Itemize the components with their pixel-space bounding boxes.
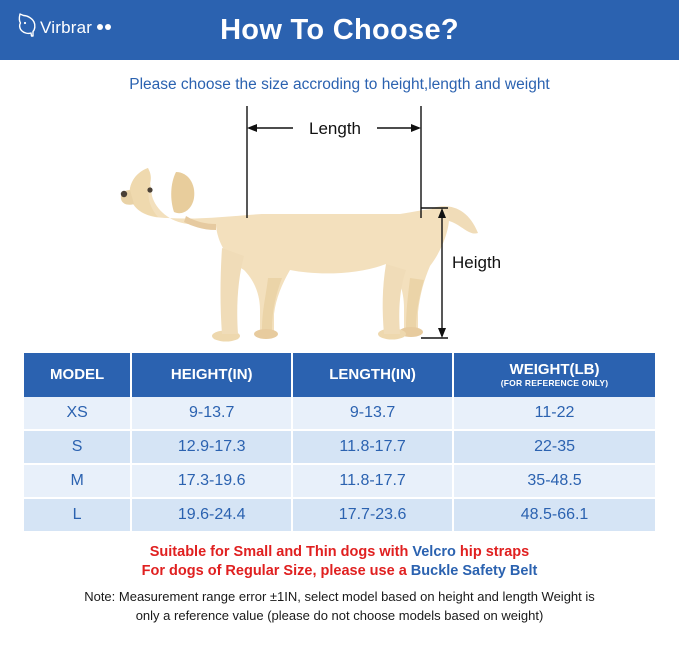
cell-length: 9-13.7: [292, 397, 453, 430]
cell-weight: 35-48.5: [453, 464, 655, 498]
brand-dots-icon: [95, 17, 111, 35]
header-weight: [453, 353, 655, 397]
cell-weight: 11-22: [453, 397, 655, 430]
page-title: How To Choose?: [220, 13, 459, 46]
illustration-svg: [0, 98, 679, 353]
table-row: [24, 397, 655, 430]
cell-weight: 48.5-66.1: [453, 498, 655, 532]
table-row: [24, 498, 655, 532]
header-length-label: LENGTH(IN): [329, 365, 416, 383]
size-table: [24, 353, 655, 533]
table-header-row: [24, 353, 655, 397]
note-2-part-a: For dogs of Regular Size, please use a: [141, 563, 411, 580]
cell-length: 11.8-17.7: [292, 464, 453, 498]
dog-figure: [121, 168, 478, 342]
cell-model: L: [24, 498, 131, 532]
header-model-label: MODEL: [50, 365, 105, 383]
note-1-velcro: Velcro: [412, 543, 456, 560]
cell-length: 11.8-17.7: [292, 430, 453, 464]
note-2-buckle: Buckle Safety Belt: [410, 563, 538, 580]
size-table-wrapper: [0, 353, 679, 533]
cell-model: M: [24, 464, 131, 498]
note-line-2: [20, 562, 659, 582]
note-line-3: Note: Measurement range error ±1IN, select model based on height and length Weight is: [84, 588, 595, 604]
cell-weight: 22-35: [453, 430, 655, 464]
note-1-part-a: Suitable for Small and Thin dogs with: [149, 543, 413, 560]
cell-height: 17.3-19.6: [131, 464, 292, 498]
footer-notes: [0, 533, 679, 626]
table-row: [24, 464, 655, 498]
cell-height: 12.9-17.3: [131, 430, 292, 464]
cell-height: 19.6-24.4: [131, 498, 292, 532]
header-weight-label: WEIGHT(LB): [509, 361, 600, 378]
brand-name: Virbrar: [40, 18, 93, 37]
header-model: [24, 353, 131, 397]
height-label: Heigth: [452, 253, 502, 272]
cell-model: XS: [24, 397, 131, 430]
header-bar: [0, 0, 679, 60]
dog-measurement-illustration: [0, 98, 679, 353]
cell-height: 9-13.7: [131, 397, 292, 430]
header-length: [292, 353, 453, 397]
subtitle-text: Please choose the size accroding to height,length and weight: [129, 76, 550, 93]
table-row: [24, 430, 655, 464]
note-line-4: only a reference value (please do not choose models based on weight): [135, 607, 544, 623]
cell-length: 17.7-23.6: [292, 498, 453, 532]
cell-model: S: [24, 430, 131, 464]
header-height-label: HEIGHT(IN): [170, 365, 253, 383]
header-height: [131, 353, 292, 397]
length-label: Length: [309, 119, 361, 138]
note-1-part-c: hip straps: [455, 543, 530, 560]
brand-logo: [16, 12, 111, 38]
note-line-1: [20, 543, 659, 563]
dog-head-icon: [16, 12, 38, 38]
header-weight-sublabel: (FOR REFERENCE ONLY): [500, 377, 609, 388]
